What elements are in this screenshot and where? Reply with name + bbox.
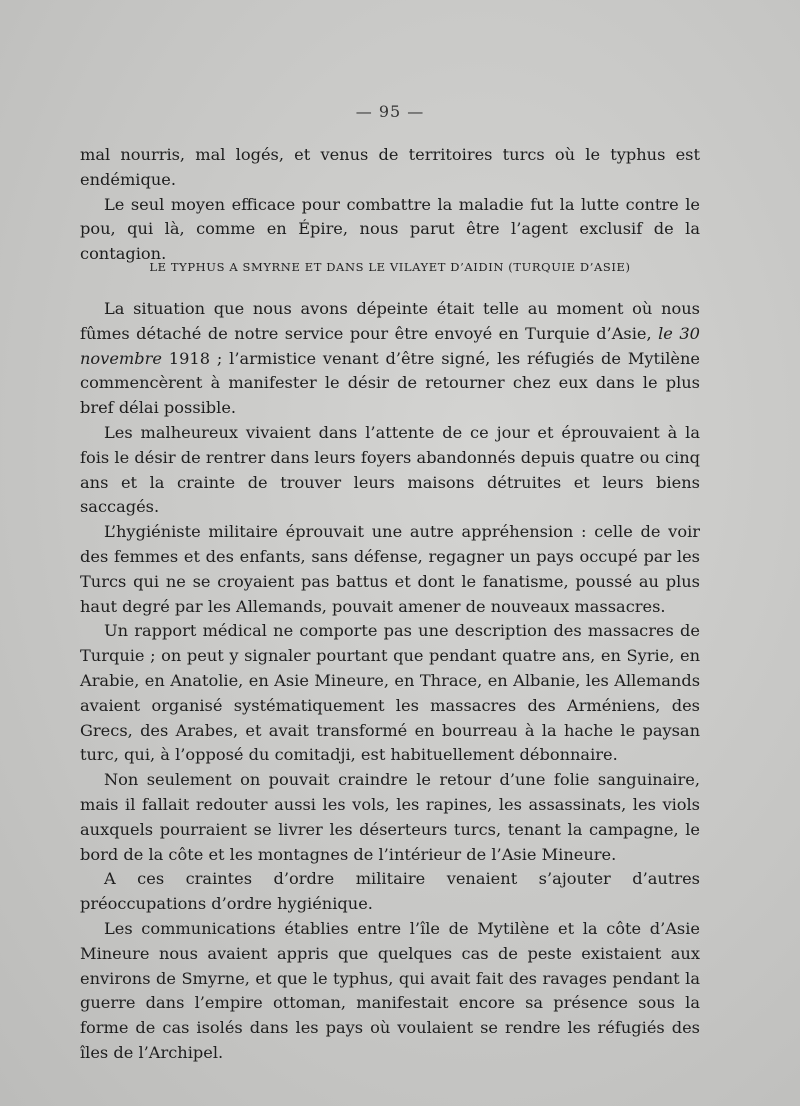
paragraph-5: Non seulement on pouvait craindre le retour d’une folie sanguinaire, mais il fallait redouter aussi les vols, les rapines, les assassinats, les viols auxquels pourraient se livrer les déserteurs turcs, tenant la campagne, le bord de la côte et les montagnes de l’intérieur de l’Asie Mineure. [80, 770, 700, 864]
paragraph-1 [80, 297, 700, 421]
paragraph-7: Les communications établies entre l’île de Mytilène et la côte d’Asie Mineure nous avaient appris que quelques cas de peste existaient aux environs de Smyrne, et que le typhus, qui avait fait des ravages pendant la guerre dans l’empire ottoman, manifestait encore sa présence sous la forme de cas isolés dans les pays où voulaient se rendre les réfugiés des îles de l’Archipel. [80, 918, 700, 1062]
body-text [80, 297, 700, 1066]
intro-paragraph: Le seul moyen efficace pour combattre la maladie fut la lutte contre le pou, qui là, comme en Épire, nous parut être l’agent exclusif de la contagion. [80, 194, 700, 264]
paragraph-1-date: le 30 novembre [80, 323, 700, 368]
page-number: — 95 — [355, 102, 425, 121]
paragraph-6: A ces craintes d’ordre militaire venaient s’ajouter d’autres préoccupations d’ordre hygiénique. [80, 869, 700, 914]
intro-line: mal nourris, mal logés, et venus de territoires turcs où le typhus est endémique. [80, 145, 700, 189]
paragraph-3: L’hygiéniste militaire éprouvait une autre appréhension : celle de voir des femmes et des enfants, sans défense, regagner un pays occupé par les Turcs qui ne se croyaient pas battus et dont le fanatisme, poussé au plus haut degré par les Allemands, pouvait amener de nouveaux massacres. [80, 522, 700, 616]
section-heading: LE TYPHUS A SMYRNE ET DANS LE VILAYET D’AIDIN (TURQUIE D’ASIE) [149, 260, 631, 274]
paragraph-1-end: 1918 ; l’armistice venant d’être signé, les réfugiés de Mytilène commencèrent à manifester le désir de retourner chez eux dans le plus bref délai possible. [80, 348, 700, 418]
paragraph-4: Un rapport médical ne comporte pas une description des massacres de Turquie ; on peut y signaler pourtant que pendant quatre ans, en Syrie, en Arabie, en Anatolie, en Asie Mineure, en Thrace, en Albanie, les Allemands avaient organisé systématiquement les massacres des Arméniens, des Grecs, des Arabes, et avait transformé en bourreau à la hache le paysan turc, qui, à l’opposé du comitadji, est habituellement débonnaire. [80, 621, 700, 765]
intro-text [80, 143, 700, 267]
paragraph-1-start: La situation que nous avons dépeinte était telle au moment où nous fûmes détaché de notre service pour être envoyé en Turquie d’Asie, [80, 299, 700, 343]
paragraph-2: Les malheureux vivaient dans l’attente de ce jour et éprouvaient à la fois le désir de rentrer dans leurs foyers abandonnés depuis quatre ou cinq ans et la crainte de trouver leurs maisons détruites et leurs biens saccagés. [80, 422, 700, 517]
